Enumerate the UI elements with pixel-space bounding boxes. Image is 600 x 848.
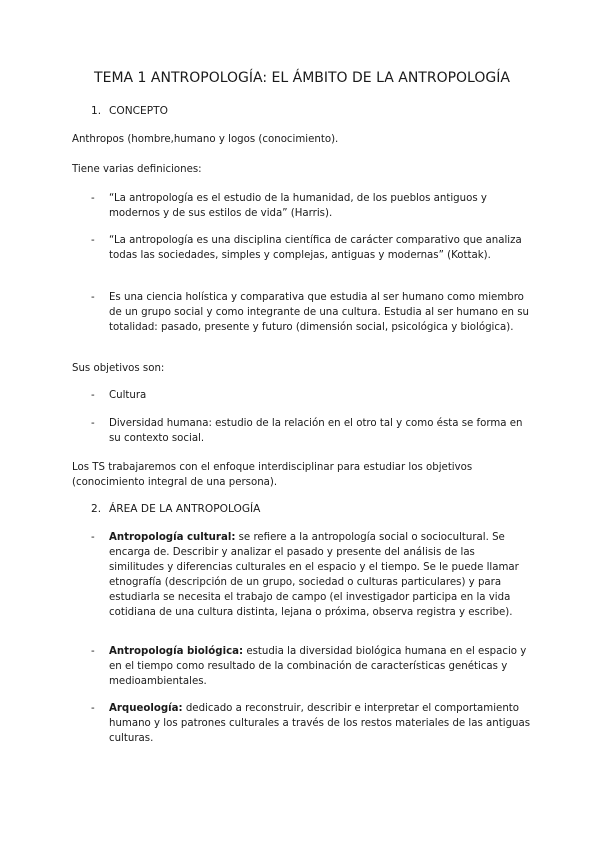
list-item	[72, 644, 532, 689]
definitions-list	[72, 233, 532, 263]
objectives-intro: Sus objetivos son:	[72, 363, 165, 374]
list-item	[72, 530, 532, 620]
areas-list	[72, 701, 532, 746]
concept-intro: Anthropos (hombre,humano y logos (conocimiento).	[72, 134, 339, 145]
list-item	[72, 701, 532, 746]
section-2-number: 2.	[91, 503, 102, 515]
area-text: estudia la diversidad biológica humana en el espacio y en el tiempo como resultado de la combinación de características genéticas y medioambientales.	[109, 646, 527, 687]
definitions-intro: Tiene varias definiciones:	[72, 164, 202, 175]
section-1-title: CONCEPTO	[109, 105, 168, 117]
areas-list	[72, 530, 532, 620]
section-2-heading	[91, 502, 260, 517]
list-item: - Diversidad humana: estudio de la relación en el otro tal y como ésta se forma en su contexto social.	[72, 416, 532, 446]
section-2-title: ÁREA DE LA ANTROPOLOGÍA	[109, 503, 261, 515]
section-1-number: 1.	[91, 105, 102, 117]
section-1-heading	[91, 104, 168, 119]
area-label: Antropología biológica:	[109, 646, 244, 657]
list-item: - Es una ciencia holística y comparativa que estudia al ser humano como miembro de un grupo social y como integrante de una cultura. Estudia al ser humano en su totalidad: pasado, presente y futuro (dimensión social, psicológica y biológica).	[72, 290, 532, 335]
page-title: TEMA 1 ANTROPOLOGÍA: EL ÁMBITO DE LA ANTROPOLOGÍA	[94, 70, 510, 86]
definitions-list	[72, 191, 532, 221]
area-text: se refiere a la antropología social o sociocultural. Se encarga de. Describir y analizar el pasado y presente del análisis de las similitudes y diferencias culturales en el espacio y el tiempo. Se le puede llamar etnografía (descripción de un grupo, sociedad o culturas particulares) y para estudiarla se necesita el trabajo de campo (el investigador participa en la vida cotidiana de una cultura distinta, lejana o próxima, observa registra y escribe).	[109, 532, 519, 618]
ts-note: Los TS trabajaremos con el enfoque interdisciplinar para estudiar los objetivos (conocimiento integral de una persona).	[72, 462, 473, 488]
definitions-list	[72, 290, 532, 335]
list-item: - “La antropología es una disciplina científica de carácter comparativo que analiza todas las sociedades, simples y complejas, antiguas y modernas” (Kottak).	[72, 233, 532, 263]
area-text: dedicado a reconstruir, describir e interpretar el comportamiento humano y los patrones culturales a través de los restos materiales de las antiguas culturas.	[109, 703, 531, 744]
areas-list	[72, 644, 532, 689]
objectives-list	[72, 388, 532, 403]
area-label: Antropología cultural:	[109, 532, 236, 543]
list-item: - “La antropología es el estudio de la humanidad, de los pueblos antiguos y modernos y de sus estilos de vida” (Harris).	[72, 191, 532, 221]
objectives-list	[72, 416, 532, 446]
area-label: Arqueología:	[109, 703, 183, 714]
list-item: - Cultura	[72, 388, 532, 403]
